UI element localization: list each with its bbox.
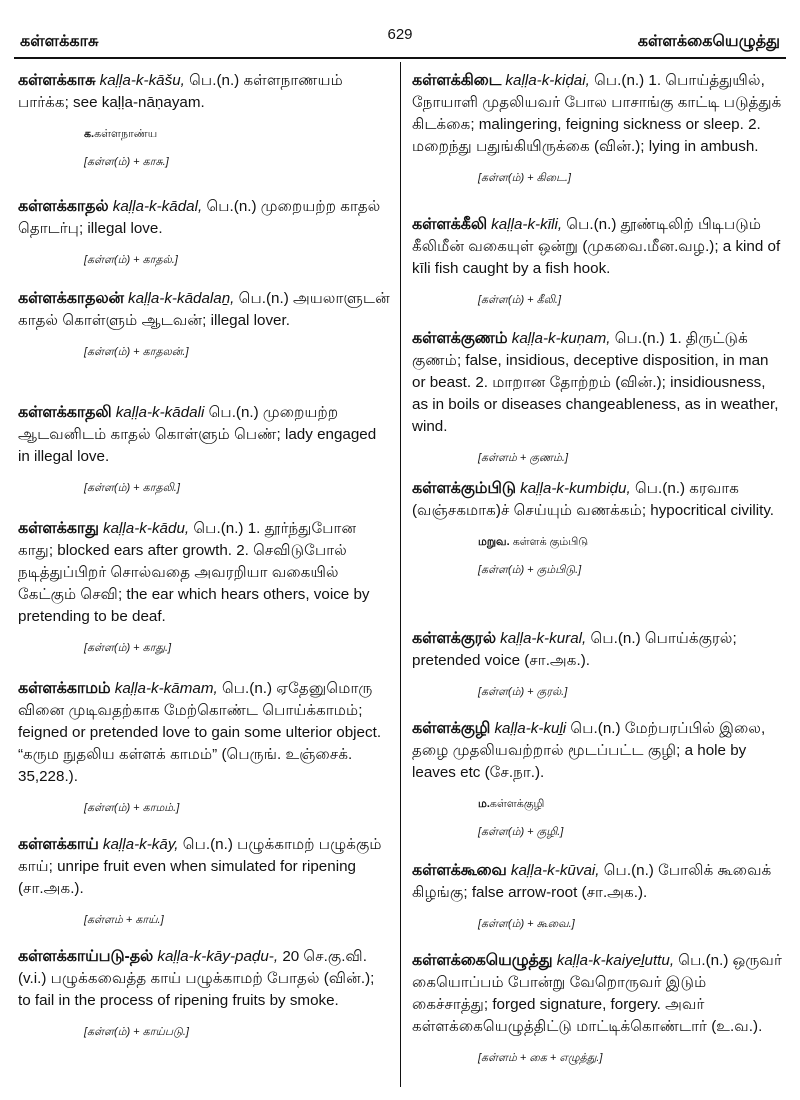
entry <box>412 70 782 186</box>
cognate-language: மறுவ. <box>478 536 510 548</box>
cognate <box>18 128 390 142</box>
etymology: [கள்ள(ம்) + காதல்.] <box>84 254 178 266</box>
headword: கள்ளக்கிடை <box>412 72 502 89</box>
transliteration: kaḷḷa-k-kāmam, <box>114 680 218 697</box>
headword: கள்ளக்காதலன் <box>18 290 124 307</box>
cognate <box>412 536 782 550</box>
etymology: [கள்ள(ம்) + கூவை.] <box>478 918 575 930</box>
transliteration: kaḷḷa-k-kaiyeḻuttu, <box>556 952 675 969</box>
entry <box>412 328 782 466</box>
entry <box>412 478 782 578</box>
etymology: [கள்ள(ம்) + காமம்.] <box>84 802 180 814</box>
cognate-word: கள்ளநாண்ய <box>94 128 158 140</box>
definition: பெ.(n.) 1. தூர்ந்துபோன காது; blocked ears after growth. 2. செவிடுபோல் நடித்துப்பிறர் சொல்வதை அவரறியா வகையில் கேட்கும் செவி; the ear which hears others, voice by pretending to be deaf. <box>18 520 370 625</box>
headword: கள்ளக்கும்பிடு <box>412 480 516 497</box>
headword: கள்ளக்கீலி <box>412 216 487 233</box>
etymology: [கள்ள(ம்) + காசு.] <box>84 156 169 168</box>
entry-text <box>412 214 782 280</box>
definition: பெ.(n.) ஏதேனுமொரு வினை முடிவதற்காக மேற்கொண்ட பொய்க்காமம்; feigned or pretended love to gain some ulterior object. “கரும நுதலிய கள்ளக் காமம்” (பெருங். உஞ்சைக். 35,228.). <box>18 680 382 785</box>
transliteration: kaḷḷa-k-kīli, <box>491 216 563 233</box>
header-rule <box>14 57 786 59</box>
entry-text <box>18 834 390 900</box>
entry <box>18 834 390 928</box>
cognate-language: க. <box>84 128 95 140</box>
definition: பெ.(n.) ஒருவர் கையொப்பம் போன்று வேறொருவர் இடும் கைச்சாத்து; forged signature, forgery. அவர் கள்ளக்கையெழுத்திட்டு மாட்டிக்கொண்டார் (உ.வ.). <box>412 952 782 1035</box>
entry <box>18 402 390 496</box>
etymology: [கள்ளம் + குணம்.] <box>478 452 569 464</box>
headword: கள்ளக்கையெழுத்து <box>412 952 553 969</box>
definition: பெ.(n.) முறையற்ற காதல் தொடர்பு; illegal love. <box>18 198 381 237</box>
etymology: [கள்ள(ம்) + காய்படு.] <box>84 1026 189 1038</box>
page-header <box>0 0 800 62</box>
transliteration: kaḷḷa-k-kiḍai, <box>505 72 590 89</box>
etymology: [கள்ள(ம்) + காதலி.] <box>84 482 180 494</box>
definition: பெ.(n.) 1. திருட்டுக் குணம்; false, insidious, deceptive disposition, in man or beast. 2. மாறான தோற்றம் (வின்.); insidiousness, as in boils or diseases changeableness, as in weather, wind. <box>412 330 779 435</box>
etymology: [கள்ள(ம்) + குழி.] <box>478 826 564 838</box>
headword: கள்ளக்குரல் <box>412 630 496 647</box>
definition: பெ.(n.) பொய்க்குரல்; pretended voice (சா.அக.). <box>412 630 737 669</box>
entry <box>18 288 390 360</box>
cognate-word: கள்ளக் கும்பிடு <box>512 536 589 548</box>
definition: பெ.(n.) பழுக்காமற் பழுக்கும் காய்; unripe fruit even when simulated for ripening (சா.அக.). <box>18 836 382 897</box>
transliteration: kaḷḷa-k-kāy-paḍu-, <box>157 948 279 965</box>
definition: 20 செ.கு.வி.(v.i.) பழுக்கவைத்த காய் பழுக்காமற் போதல் (வின்.); to fail in the process of ripening fruits by smoke. <box>18 948 375 1009</box>
entry <box>412 860 782 932</box>
entry <box>18 946 390 1040</box>
entry <box>412 628 782 700</box>
headword: கள்ளக்காதலி <box>18 404 112 421</box>
transliteration: kaḷḷa-k-kādal, <box>112 198 203 215</box>
entry-text <box>18 288 390 332</box>
entry-text <box>412 478 782 522</box>
entry-text <box>18 196 390 240</box>
entry-text <box>18 678 390 788</box>
transliteration: kaḷḷa-k-kuṇam, <box>511 330 611 347</box>
headword: கள்ளக்காதல் <box>18 198 109 215</box>
entry-text <box>18 946 390 1012</box>
entry-text <box>18 402 390 468</box>
cognate-word: கள்ளக்குழி <box>489 798 545 810</box>
headword: கள்ளக்காசு <box>18 72 96 89</box>
entry-text <box>412 718 782 784</box>
entry <box>18 70 390 170</box>
entry <box>412 950 782 1066</box>
transliteration: kaḷḷa-k-kāy, <box>102 836 179 853</box>
entry <box>18 678 390 816</box>
etymology: [கள்ளம் + காய்.] <box>84 914 164 926</box>
entry-text <box>18 70 390 114</box>
etymology: [கள்ள(ம்) + கும்பிடு.] <box>478 564 582 576</box>
column-divider <box>400 62 401 1087</box>
transliteration: kaḷḷa-k-kādalaṉ, <box>128 290 235 307</box>
headword: கள்ளக்காது <box>18 520 99 537</box>
entry-text <box>412 860 782 904</box>
headword: கள்ளக்கூவை <box>412 862 507 879</box>
headword: கள்ளக்காமம் <box>18 680 111 697</box>
entry-text <box>412 70 782 158</box>
transliteration: kaḷḷa-k-kādu, <box>103 520 190 537</box>
headword: கள்ளக்குணம் <box>412 330 508 347</box>
etymology: [கள்ளம் + கை + எழுத்து.] <box>478 1052 603 1064</box>
etymology: [கள்ள(ம்) + கிடை.] <box>478 172 571 184</box>
header-left-guideword: கள்ளக்காசு <box>20 33 99 50</box>
headword: கள்ளக்காய் <box>18 836 99 853</box>
cognate <box>412 798 782 812</box>
definition: பெ.(n.) அயலாளுடன் காதல் கொள்ளும் ஆடவன்; illegal lover. <box>18 290 390 329</box>
etymology: [கள்ள(ம்) + கீலி.] <box>478 294 562 306</box>
etymology: [கள்ள(ம்) + குரல்.] <box>478 686 568 698</box>
entry <box>412 214 782 308</box>
entry-text <box>412 628 782 672</box>
definition: பெ.(n.) தூண்டிலிற் பிடிபடும் கீலிமீன் வகையுள் ஒன்று (முகவை.மீன.வழ.); a kind of kīli fish caught by a fish hook. <box>412 216 781 277</box>
transliteration: kaḷḷa-k-kural, <box>500 630 587 647</box>
etymology: [கள்ள(ம்) + காது.] <box>84 642 172 654</box>
etymology: [கள்ள(ம்) + காதலன்.] <box>84 346 189 358</box>
definition: பெ.(n.) கரவாக (வஞ்சகமாக)ச் செய்யும் வணக்கம்; hypocritical civility. <box>412 480 775 519</box>
transliteration: kaḷḷa-k-kuḻi <box>494 720 567 737</box>
definition: பெ.(n.) கள்ளநாணயம் பார்க்க; see kaḷḷa-nāṇayam. <box>18 72 343 111</box>
entry-text <box>412 950 782 1038</box>
transliteration: kaḷḷa-k-kādali <box>115 404 205 421</box>
header-right-guideword: கள்ளக்கையெழுத்து <box>637 33 780 50</box>
entry <box>412 718 782 840</box>
transliteration: kaḷḷa-k-kūvai, <box>510 862 600 879</box>
definition: பெ.(n.) மேற்பரப்பில் இலை, தழை முதலியவற்றால் மூடப்பட்ட குழி; a hole by leaves etc (சே.நா.). <box>412 720 766 781</box>
definition: பெ.(n.) போலிக் கூவைக் கிழங்கு; false arrow-root (சா.அக.). <box>412 862 772 901</box>
entry <box>18 196 390 268</box>
entry-text <box>18 518 390 628</box>
headword: கள்ளக்குழி <box>412 720 491 737</box>
page-number: 629 <box>387 26 413 43</box>
transliteration: kaḷḷa-k-kāšu, <box>99 72 185 89</box>
transliteration: kaḷḷa-k-kumbiḍu, <box>520 480 631 497</box>
entry-text <box>412 328 782 438</box>
definition: பெ.(n.) 1. பொய்த்துயில், நோயாளி முதலியவர் போல பாசாங்கு காட்டி படுத்துக் கிடக்கை; malingering, feigning sickness or sleep. 2. மறைந்து பதுங்கியிருக்கை (வின்.); lying in ambush. <box>412 72 782 155</box>
cognate-language: ம. <box>478 798 490 810</box>
headword: கள்ளக்காய்படு-தல் <box>18 948 154 965</box>
definition: பெ.(n.) முறையற்ற ஆடவனிடம் காதல் கொள்ளும் பெண்; lady engaged in illegal love. <box>18 404 377 465</box>
entry <box>18 518 390 656</box>
